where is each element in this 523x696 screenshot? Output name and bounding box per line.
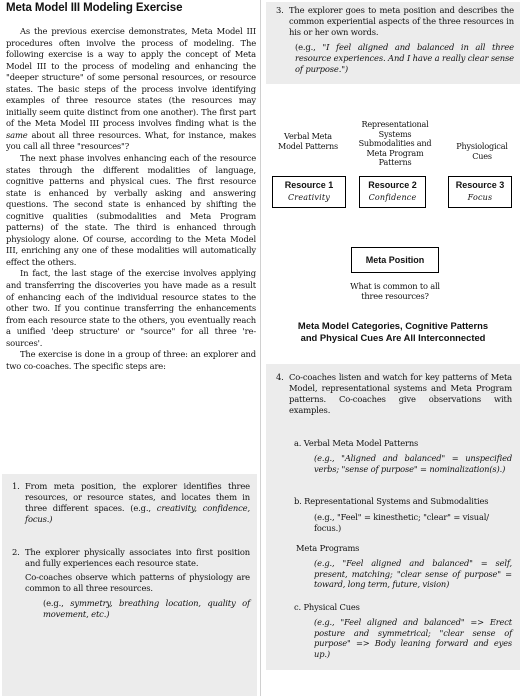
right-column	[262, 0, 523, 696]
sub-b-example: (e.g., "Feel" = kinesthetic; "clear" = visual/ focus.)	[314, 512, 489, 533]
step-3-example-prefix: (e.g.,	[295, 42, 323, 52]
step-1	[12, 481, 250, 525]
step-3-content	[289, 5, 514, 75]
column-divider	[260, 0, 261, 696]
step-3-text: The explorer goes to meta position and describes the common experiential aspects of the three resources in his or her own words.	[289, 5, 514, 37]
para1-emphasis: same	[6, 129, 28, 140]
resource-2-subtitle: Confidence	[368, 193, 417, 202]
step-3-example: "I feel aligned and balanced in all three resource experiences. And I have a really clear sense of purpose.")	[295, 42, 514, 74]
sub-b-label: b. Representational Systems and Submodalities	[294, 496, 489, 506]
step-4-box	[266, 364, 520, 670]
resource-1-subtitle: Creativity	[287, 193, 331, 202]
step-4	[276, 372, 512, 416]
resource-1-title: Resource 1	[284, 180, 334, 190]
para1-part-a: As the previous exercise demonstrates, Meta Model III procedures often involve the process of modeling. The following exercise is a way to apply the concept of Meta Model III to the process of modeling and enhancing the "deeper structure" of some personal resources, or resource states. The basic steps of the process involve identifying examples of three resource states (the resources may initially seem quite distinct from one another). The first part of the Meta Model III process involves finding what is the	[6, 26, 256, 129]
intro-paragraph-2: The next phase involves enhancing each of the resource states through the different modalities of language, cognitive patterns and physical cues. The first resource state is enhanced by verbally asking and answering questions. The second state is enhanced by shifting the cognitive qualities (submodalities and Meta Program patterns) of the state. The third is enhanced through physiology alone. Of course, according to the Meta Model III, enriching any one of these modalities will automatically effect the others.	[6, 153, 256, 267]
categories-heading-line-2: and Physical Cues Are All Interconnected	[300, 332, 486, 343]
intro-paragraph-4: The exercise is done in a group of three: an explorer and two co-coaches. The specific steps are:	[6, 349, 256, 371]
resource-2-title: Resource 2	[368, 180, 417, 190]
meta-question: What is common to all three resources?	[350, 281, 440, 301]
step-2-number: 2.	[12, 547, 20, 557]
para1-part-b: about all three resources. What, for instance, makes you call all three "resources"?	[6, 129, 256, 152]
diagram-label-verbal: Verbal Meta Model Patterns	[278, 131, 338, 151]
step-3-box	[266, 2, 520, 84]
step-2-content	[25, 547, 250, 620]
step-1-text: From meta position, the explorer identifies three resources, or resource states, and locates them in three different spaces. (e.g.,	[25, 481, 250, 513]
step-4-number: 4.	[276, 372, 284, 382]
step-3-number: 3.	[276, 5, 284, 15]
step-1-example: creativity, confidence, focus.)	[25, 503, 250, 524]
intro-paragraph-3: In fact, the last stage of the exercise involves applying and transferring the discoveries you have made as a result of enhancing each of the individual resource states to the other two. If you continue transferring the enhancements from each resource state to the others, you eventually reach a unified 'deep structure' or "source" for all three 're-sources'.	[6, 268, 256, 348]
step-2	[12, 547, 250, 620]
sub-c-example: (e.g., "Feel aligned and balanced" => Erect posture and symmetrical; "clear sense of purpose" => Body leaning forward and eyes up.)	[314, 617, 512, 659]
diagram-label-representational: Representational Systems Submodalities and Meta Program Patterns	[358, 119, 432, 168]
step-3	[276, 5, 514, 75]
meta-position-box: Meta Position	[351, 247, 439, 273]
resource-3-title: Resource 3	[455, 180, 505, 190]
step-4-text: Co-coaches listen and watch for key patterns of Meta Model, representational systems and Meta Program patterns. Co-coaches give observations with examples.	[289, 372, 512, 415]
intro-paragraph-1	[6, 26, 256, 153]
resource-3-box	[448, 176, 512, 208]
step-3-example-line	[295, 42, 514, 75]
resource-2-box	[359, 176, 426, 208]
step-1-number: 1.	[12, 481, 20, 491]
resource-3-subtitle: Focus	[467, 193, 493, 202]
diagram-label-physiological: Physiological Cues	[456, 141, 508, 161]
sub-a-example: (e.g., "Aligned and balanced" = unspecified verbs; "sense of purpose" = nominalization(s).)	[314, 453, 512, 474]
meta-programs-example: (e.g., "Feel aligned and balanced" = self, present, matching; "clear sense of purpose" = toward, long term, future, vision)	[314, 558, 512, 590]
intro-body	[6, 26, 256, 372]
sub-a-label: a. Verbal Meta Model Patterns	[294, 438, 419, 448]
categories-heading	[272, 320, 514, 344]
resource-1-box	[272, 176, 346, 208]
step-2-example-prefix: (e.g.,	[43, 598, 71, 608]
categories-heading-line-1: Meta Model Categories, Cognitive Patterns	[297, 320, 489, 331]
meta-programs-label: Meta Programs	[296, 543, 360, 553]
step-2-text: The explorer physically associates into first position and fully experiences each resource state.	[25, 547, 250, 568]
step-2-coach-note: Co-coaches observe which patterns of physiology are common to all three resources.	[25, 572, 250, 593]
step-1-content	[25, 481, 250, 525]
sub-c-label: c. Physical Cues	[294, 602, 360, 612]
step-2-example-line	[43, 598, 250, 620]
exercise-title: Meta Model III Modeling Exercise	[6, 2, 183, 14]
steps-box	[2, 474, 257, 696]
step-2-example: symmetry, breathing location, quality of movement, etc.)	[43, 598, 250, 619]
